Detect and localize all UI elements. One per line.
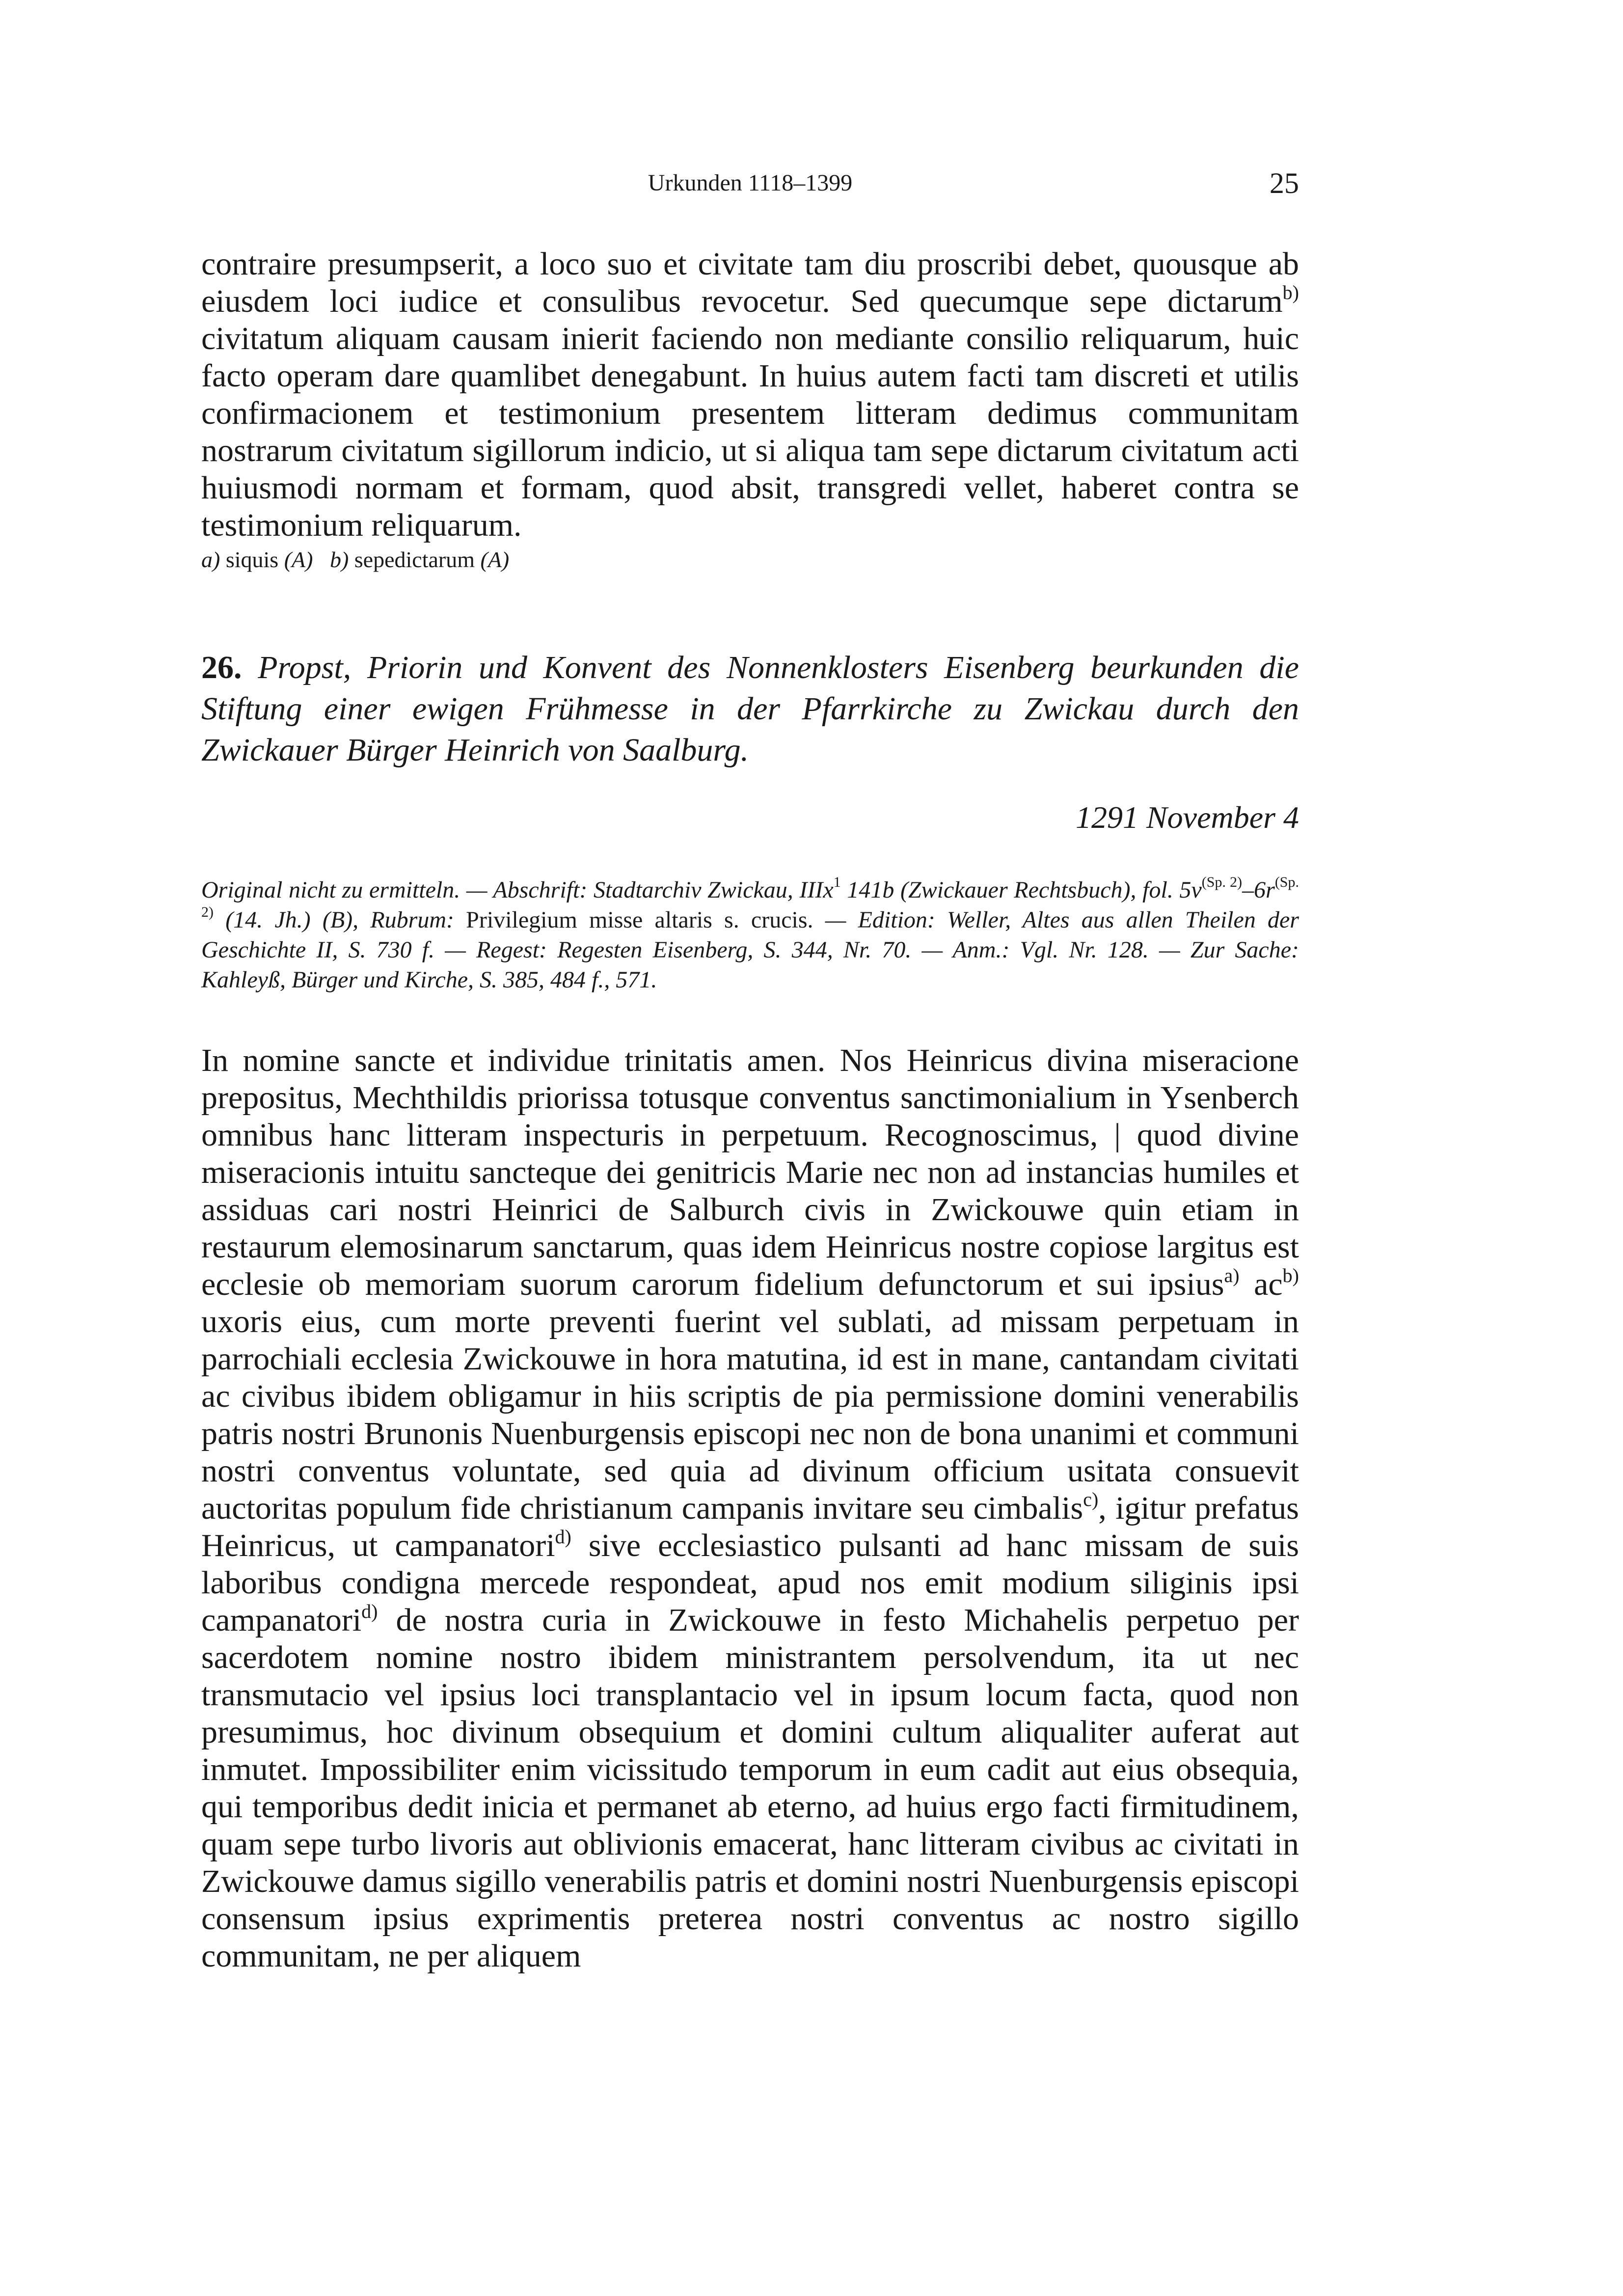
footnote-source-a: (A) xyxy=(284,547,313,572)
footnote-marker-c: c) xyxy=(1083,1488,1099,1510)
footnote-marker-b: b) xyxy=(1282,281,1299,303)
running-head xyxy=(201,169,1299,209)
main-text xyxy=(201,1042,1299,1975)
document-summary: Propst, Priorin und Konvent des Nonnenklosters Eisenberg beurkunden die Stiftung einer ewigen Frühmesse in der Pfarrkirche zu Zwickau durch den Zwickauer Bürger Heinrich von Saalburg. xyxy=(201,650,1299,768)
apparatus-superscript: (Sp. 2) xyxy=(201,874,1299,920)
footnote-marker-b: b) xyxy=(1282,1264,1299,1286)
apparatus-text: Original nicht zu ermitteln. — Abschrift: Stadtarchiv Zwickau, IIIx xyxy=(201,877,834,903)
running-title: Urkunden 1118–1399 xyxy=(648,170,853,196)
apparatus-text: — Edition: Weller, Altes aus allen Theilen der Geschichte II, S. 730 f. — Regest: Regesten Eisenberg, S. 344, Nr. 70. — Anm.: Vgl. Nr. 128. — Zur Sache: Kahleyß, Bürger und Kirche, S. 385, 484 f., 571. xyxy=(201,907,1299,993)
footnote-marker-a: a) xyxy=(1224,1264,1240,1286)
footnotes xyxy=(201,545,1299,574)
continuation-text: civitatum aliquam causam inierit faciendo non mediante consilio reliquarum, huic facto operam dare quamlibet denegabunt. In huius autem facti tam discreti et utilis confirmacionem et testimonium presentem litteram dedimus communitam nostrarum civitatum sigillorum indicio, ut si aliqua tam sepe dictarum civitatum acti huiusmodi normam et formam, quod absit, transgredi vellet, haberet contra se testimonium reliquarum. xyxy=(201,321,1299,543)
main-text-segment: , igitur prefatus Heinricus, ut campanatori xyxy=(201,1490,1299,1563)
document-number: 26. xyxy=(201,650,242,685)
main-text-segment: sive ecclesiastico pulsanti ad hanc missam de suis laboribus condigna mercede respondeat, apud nos emit modium siliginis ipsi campanatori xyxy=(201,1528,1299,1638)
footnote-text-b: sepedictarum xyxy=(349,547,481,572)
apparatus-text: –6r xyxy=(1242,877,1275,903)
apparatus-superscript: 1 xyxy=(833,874,841,890)
footnote-marker-d: d) xyxy=(555,1526,571,1548)
main-text-segment: ac xyxy=(1239,1266,1283,1302)
footnote-marker-d: d) xyxy=(361,1600,378,1622)
page-number: 25 xyxy=(1270,167,1299,199)
apparatus-superscript: (Sp. 2) xyxy=(1201,874,1243,890)
apparatus-text: (14. Jh.) (B), Rubrum: xyxy=(214,907,466,933)
footnote-label-a: a) xyxy=(201,547,220,572)
document-heading xyxy=(201,647,1299,771)
footnote-text-a: siquis xyxy=(220,547,284,572)
footnote-label-b: b) xyxy=(329,547,349,572)
document-date: 1291 November 4 xyxy=(1075,800,1299,835)
apparatus-text: 141b (Zwickauer Rechtsbuch), fol. 5v xyxy=(840,877,1202,903)
rubric-text: Privilegium misse altaris s. crucis. xyxy=(466,907,813,933)
main-text-segment: de nostra curia in Zwickouwe in festo Michahelis perpetuo per sacerdotem nomine nostro ibidem ministrantem persolvendum, ita ut nec transmutacio vel ipsius loci transplantacio vel in ipsum locum facta, quod non presumimus, hoc divinum obsequium et domini cultum aliqualiter auferat aut inmutet. Impossibiliter enim vicissitudo temporum in eum cadit aut eius obsequia, qui temporibus dedit inicia et permanet ab eterno, ad huius ergo facti firmitudinem, quam sepe turbo livoris aut oblivionis emacerat, hanc litteram civibus ac civitati in Zwickouwe damus sigillo venerabilis patris et domini nostri Nuenburgensis episcopi consensum ipsius exprimentis preterea nostri conventus ac nostro sigillo communitam, ne per aliquem xyxy=(201,1602,1299,1974)
footnote-source-b: (A) xyxy=(480,547,510,572)
main-text-segment: uxoris eius, cum morte preventi fuerint vel sublati, ad missam perpetuam in parrochiali ecclesia Zwickouwe in hora matutina, id est in mane, cantandam civitati ac civibus ibidem obligamur in hiis scriptis de pia permissione domini venerabilis patris nostri Brunonis Nuenburgensis episcopi nec non de bona unanimi et communi nostri conventus voluntate, sed quia ad divinum officium usitata consuevit auctoritas populum fide christianum campanis invitare seu cimbalis xyxy=(201,1304,1299,1526)
continuation-paragraph xyxy=(201,246,1299,544)
main-text-segment: In nomine sancte et individue trinitatis amen. Nos Heinricus divina miseracione prepositus, Mechthildis priorissa totusque conventus sanctimonialium in Ysenberch omnibus hanc litteram inspecturis in perpetuum. Recognoscimus, | quod divine miseracionis intuitu sancteque dei genitricis Marie nec non ad instancias humiles et assiduas cari nostri Heinrici de Salburch civis in Zwickouwe quin etiam in restaurum elemosinarum sanctarum, quas idem Heinricus nostre copiose largitus est ecclesie ob memoriam suorum carorum fidelium defunctorum et sui ipsius xyxy=(201,1042,1299,1302)
continuation-text: contraire presumpserit, a loco suo et civitate tam diu proscribi debet, quousque ab eiusdem loci iudice et consulibus revocetur. Sed quecumque sepe dictarum xyxy=(201,246,1299,319)
critical-apparatus xyxy=(201,875,1299,995)
